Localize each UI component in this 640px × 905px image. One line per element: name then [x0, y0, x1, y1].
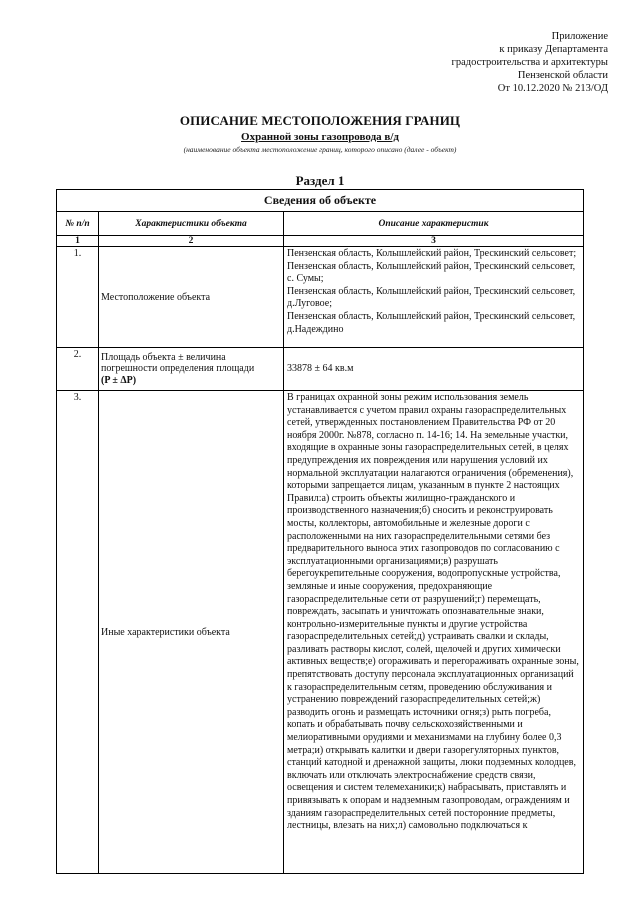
restrictions-text: В границах охранной зоны режим использования земель устанавливается с учетом правил охраны газораспределительных сетей, утвержденных постановлением Правительства РФ от 20 ноября 2000г. №878, согласно п. 14-16; 14. На земельные участки, входящие в охранные зоны газораспределительных сетей, в целях предупреждения их повреждения или нарушения условий их нормальной эксплуатации налагаются ограничения (обременения), которыми запрещается лицам, указанным в пункте 2 настоящих Правил:а) строить объекты жилищно-гражданского и производственного назначения;б) сносить и реконструировать мосты, коллекторы, автомобильные и железные дороги с расположенными на них газораспределительными сетями без предварительного выноса этих газопроводов по согласованию с эксплуатационными организациями;в) разрушать берегоукрепительные сооружения, водопропускные устройства, земляные и иные сооружения, предохраняющие газораспределительные сети от разрушений;г) перемещать, повреждать, засыпать и уничтожать опознавательные знаки, контрольно-измерительные пункты и другие устройства газораспределительных сетей;д) устраивать свалки и склады, разливать растворы кислот, солей, щелочей и других химически активных веществ;е) огораживать и перегораживать охранные зоны, препятствовать доступу персонала эксплуатационных организаций к газораспределительным сетям, проведению обслуживания и устранению повреждений газораспределительных сетей;ж) разводить огонь и размещать источники огня;з) рыть погреба, копать и обрабатывать почву сельскохозяйственными и мелиоративными орудиями и механизмами на глубину более 0,3 метра;и) открывать калитки и двери газорегуляторных пунктов, станций катодной и дренажной защиты, люки подземных колодцев, включать или отключать электроснабжение средств связи, освещения и систем телемеханики;к) набрасывать, приставлять и привязывать к опорам и надземным газопроводам, ограждениям и зданиям газораспределительных сетей посторонние предметы, лестницы, влезать на них;л) самовольно подключаться к	[287, 392, 579, 832]
table-title: Сведения об объекте	[57, 190, 584, 212]
header-description: Описание характеристик	[284, 212, 584, 236]
approval-block	[348, 30, 608, 95]
column-number: 1	[57, 236, 99, 247]
object-name: Охранной зоны газопровода в/д	[241, 131, 399, 143]
row-description	[284, 247, 584, 348]
section-title: Раздел 1	[295, 173, 345, 188]
approval-line: Приложение	[551, 31, 608, 42]
location-text: Пензенская область, Колышлейский район, Трескинский сельсовет; Пензенская область, Колышлейский район, Трескинский сельсовет, с. Сумы; Пензенская область, Колышлейский район, Трескинский сельсовет, д.Луговое; Пензенская область, Колышлейский район, Трескинский сельсовет, д.Надеждино	[287, 248, 577, 335]
object-info-table	[56, 189, 584, 874]
document-title: ОПИСАНИЕ МЕСТОПОЛОЖЕНИЯ ГРАНИЦ	[179, 113, 461, 128]
table-row	[57, 247, 584, 348]
column-number: 2	[99, 236, 284, 247]
row-description	[284, 391, 584, 874]
header-num: № п/п	[57, 212, 99, 236]
row-characteristic	[99, 348, 284, 391]
area-value: 33878 ± 64 кв.м	[287, 362, 354, 374]
row-characteristic: Иные характеристики объекта	[99, 391, 284, 874]
object-name-note: (наименование объекта местоположение границ, которого описано (далее - объект)	[183, 145, 457, 154]
row-description	[284, 348, 584, 391]
header-characteristic: Характеристики объекта	[99, 212, 284, 236]
area-label: Площадь объекта ± величина погрешности определения площади	[101, 351, 255, 375]
table-row	[57, 391, 584, 874]
row-number: 1.	[57, 247, 99, 348]
column-number-row	[57, 236, 584, 247]
row-number: 2.	[57, 348, 99, 391]
table-row	[57, 348, 584, 391]
row-number: 3.	[57, 391, 99, 874]
row-characteristic: Местоположение объекта	[99, 247, 284, 348]
column-number: 3	[284, 236, 584, 247]
approval-line: градостроительства и архитектуры	[451, 57, 608, 68]
approval-line: к приказу Департамента	[499, 44, 608, 55]
area-formula: (P ± ΔP)	[101, 374, 137, 386]
approval-line: Пензенской области	[517, 70, 608, 81]
approval-line: От 10.12.2020 № 213/ОД	[497, 83, 608, 94]
